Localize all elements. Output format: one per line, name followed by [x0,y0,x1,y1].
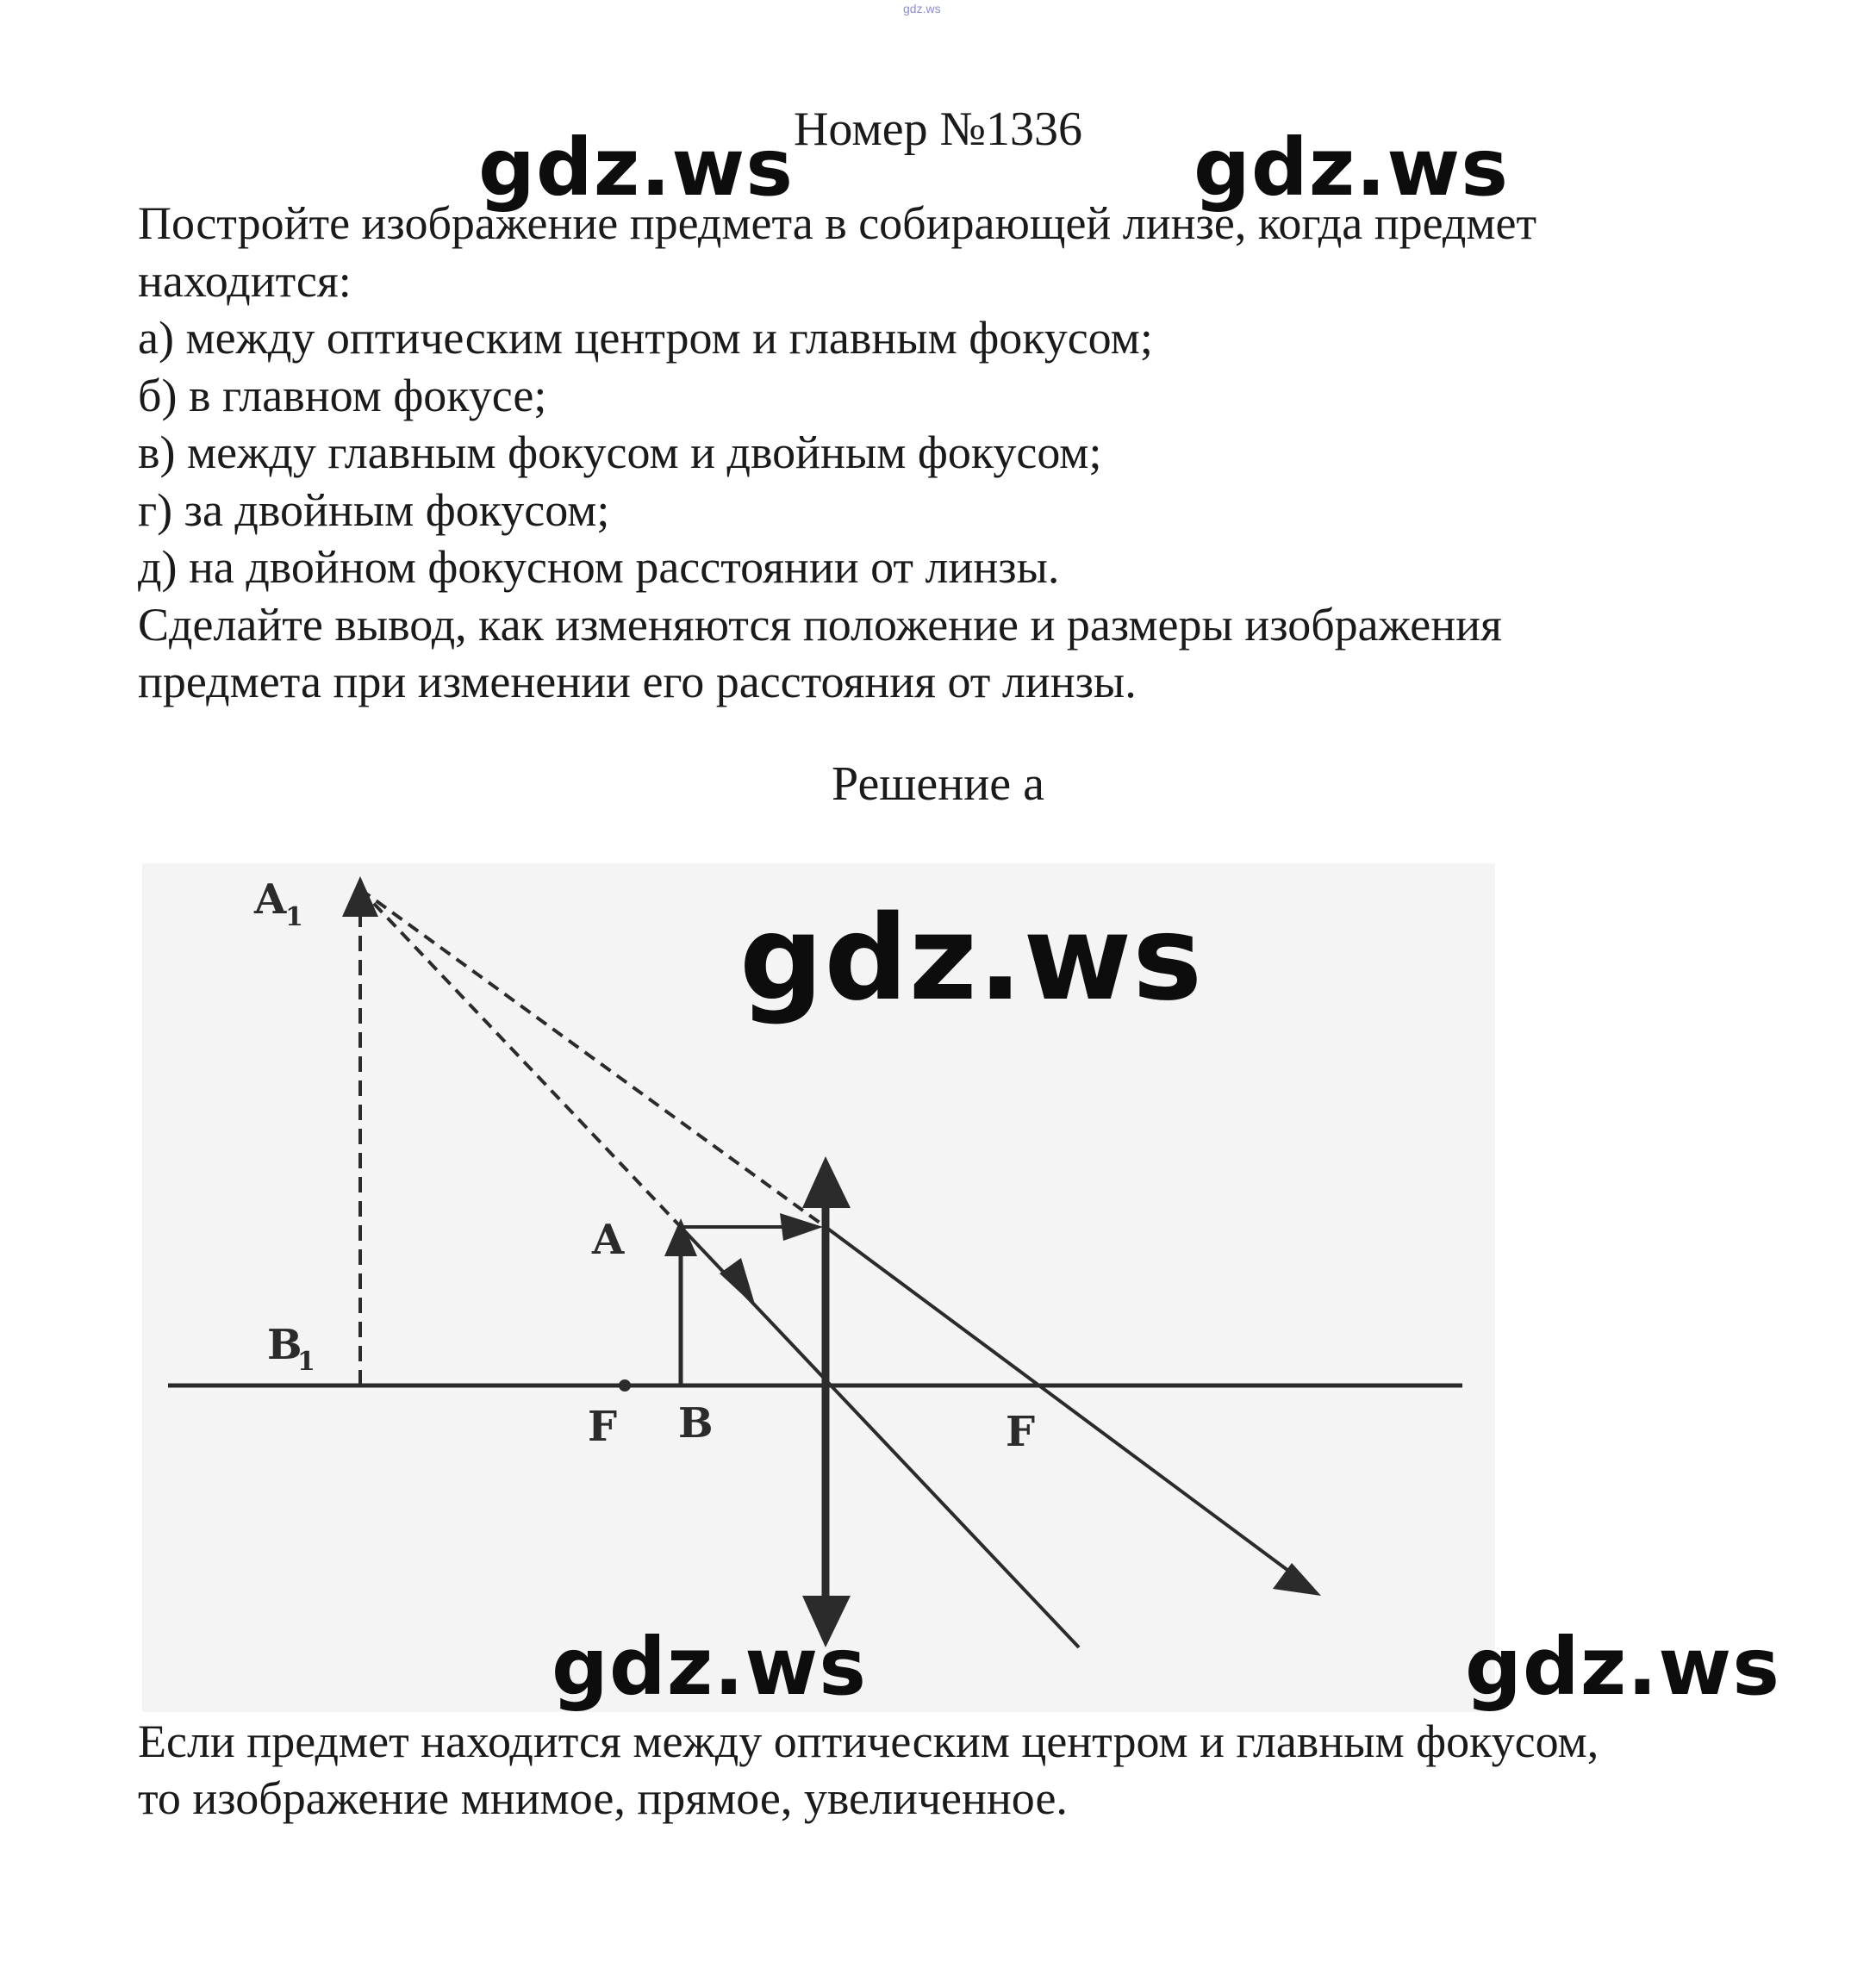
watermark: gdz.ws [1194,121,1509,214]
lens-top-arrowhead [802,1156,851,1208]
ray-central-arrowhead [720,1258,756,1307]
conclusion-line: Если предмет находится между оптическим центром и главным фокусом, [138,1715,1599,1767]
watermark: gdz.ws [478,121,794,214]
watermark: gdz.ws [739,891,1204,1027]
task-line: предмета при изменении его расстояния от линзы. [138,656,1137,707]
task-item-d: д) на двойном фокусном расстоянии от линзы. [138,541,1060,593]
watermark: gdz.ws [1465,1621,1780,1713]
label-image-top-sub: 1 [285,902,303,932]
label-focus-right: F [1006,1408,1036,1456]
label-object-base: B [678,1399,714,1448]
label-image-base: B [267,1321,302,1369]
task-line: Постройте изображение предмета в собирающей линзе, когда предмет [138,197,1537,249]
label-object-top: A [592,1216,625,1264]
ray-refracted [826,1227,1301,1580]
watermark: gdz.ws [552,1621,867,1713]
task-item-a: а) между оптическим центром и главным фокусом; [138,312,1153,364]
conclusion-line: то изображение мнимое, прямое, увеличенное. [138,1772,1068,1824]
image-arrowhead [342,876,378,917]
solution-title: Решение а [832,757,1044,811]
ray-refracted-arrowhead [1273,1563,1321,1596]
task-line: Сделайте вывод, как изменяются положение и размеры изображения [138,598,1502,651]
label-focus-left: F [588,1403,618,1451]
task-item-g: г) за двойным фокусом; [138,483,610,536]
solution-conclusion [138,1713,1599,1827]
ray-parallel-arrowhead [780,1213,823,1241]
label-image-base-sub: 1 [297,1347,315,1377]
task-line: находится: [138,254,352,307]
focus-left-point [619,1379,631,1392]
label-image-top: A [254,875,287,924]
task-text [138,195,1775,711]
top-site-mark: gdz.ws [903,2,941,16]
page-title: Номер №1336 [793,103,1083,156]
task-item-b: б) в главном фокусе; [138,369,547,421]
task-item-v: в) между главным фокусом и двойным фокусом; [138,427,1102,478]
ray-extension-dashed-2 [360,889,681,1227]
